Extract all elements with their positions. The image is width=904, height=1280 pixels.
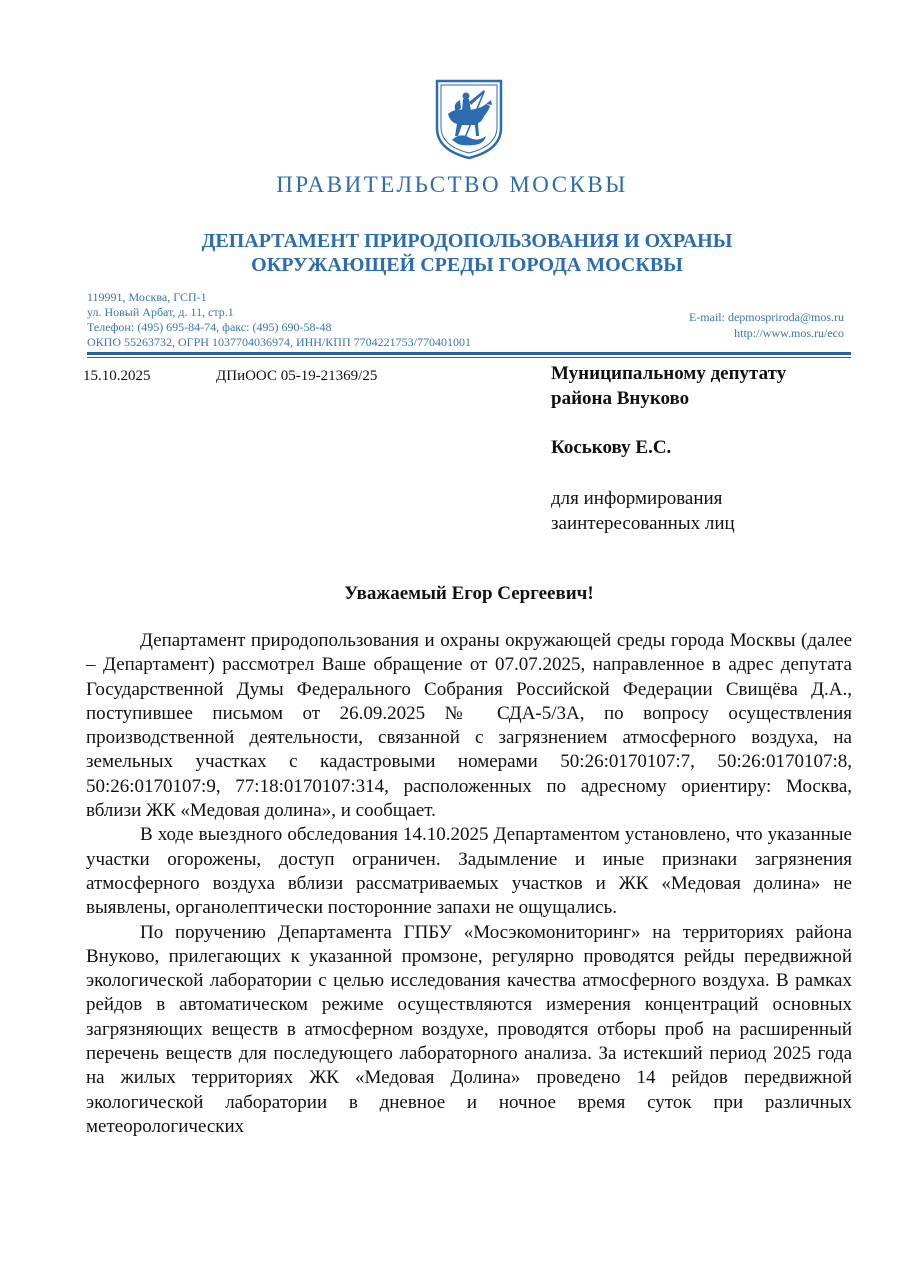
website-link[interactable]: http://www.mos.ru/eco	[734, 326, 844, 340]
registration-codes: ОКПО 55263732, ОГРН 1037704036974, ИНН/КПП 7704221753/770401001	[87, 335, 471, 349]
addressee-position-line-1: Муниципальному депутату	[551, 363, 787, 384]
addressee-block	[551, 361, 786, 536]
paragraph: В ходе выездного обследования 14.10.2025 Департаментом установлено, что указанные участки огорожены, доступ ограничен. Задымление и иные признаки загрязнения атмосферного воздуха вблизи рассматриваемых участков и ЖК «Медовая долина» не выявлены, органолептически посторонние запахи не ощущались.	[86, 824, 852, 919]
moscow-coat-of-arms-icon	[434, 78, 504, 160]
header-divider-thick	[87, 352, 851, 355]
addressee-position-line-2: района Внуково	[551, 388, 690, 409]
letter-body	[86, 629, 852, 1139]
department-title	[0, 229, 904, 277]
phone-fax: Телефон: (495) 695-84-74, факс: (495) 690-58-48	[87, 320, 332, 334]
department-contacts	[87, 290, 471, 350]
addressee-note-line-2: заинтересованных лиц	[551, 513, 735, 534]
postal-address: 119991, Москва, ГСП-1	[87, 290, 207, 304]
email-address[interactable]: E-mail: depmospriroda@mos.ru	[688, 310, 844, 324]
salutation: Уважаемый Егор Сергеевич!	[344, 583, 594, 604]
addressee-note-line-1: для информирования	[551, 488, 723, 509]
addressee-name: Коськову Е.С.	[551, 437, 672, 458]
street-address: ул. Новый Арбат, д. 11, стр.1	[87, 305, 234, 319]
letter-reference-number: ДПиООС 05-19-21369/25	[216, 368, 378, 384]
online-contacts	[689, 309, 844, 341]
paragraph: По поручению Департамента ГПБУ «Мосэкомониторинг» на территориях района Внуково, прилегающих к указанной промзоне, регулярно проводятся рейды передвижной экологической лаборатории с целью исследования качества атмосферного воздуха. В рамках рейдов в автоматическом режиме осуществляются измерения концентраций основных загрязняющих веществ в атмосферном воздухе, проводятся отборы проб на расширенный перечень веществ для последующего лабораторного анализа. За истекший период 2025 года на жилых территориях ЖК «Медовая Долина» проведено 14 рейдов передвижной экологической лаборатории в дневное и ночное время суток при различных метеорологических	[86, 921, 852, 1137]
department-title-line-2: ОКРУЖАЮЩЕЙ СРЕДЫ ГОРОДА МОСКВЫ	[251, 254, 683, 276]
header-divider-thin	[87, 357, 851, 358]
paragraph: Департамент природопользования и охраны окружающей среды города Москвы (далее – Департамент) рассмотрел Ваше обращение от 07.07.2025, направленное в адрес депутата Государственной Думы Федерального Собрания Российской Федерации Свищёва Д.А., поступившее письмом от 26.09.2025 № СДА-5/3А, по вопросу осуществления производственной деятельности, связанной с загрязнением атмосферного воздуха, на земельных участках с кадастровыми номерами 50:26:0170107:7, 50:26:0170107:8, 50:26:0170107:9, 77:18:0170107:314, расположенных по адресному ориентиру: Москва, вблизи ЖК «Медовая долина», и сообщает.	[86, 630, 852, 822]
government-title: ПРАВИТЕЛЬСТВО МОСКВЫ	[276, 172, 628, 197]
department-title-line-1: ДЕПАРТАМЕНТ ПРИРОДОПОЛЬЗОВАНИЯ И ОХРАНЫ	[201, 230, 733, 252]
letter-date: 15.10.2025	[83, 368, 151, 384]
